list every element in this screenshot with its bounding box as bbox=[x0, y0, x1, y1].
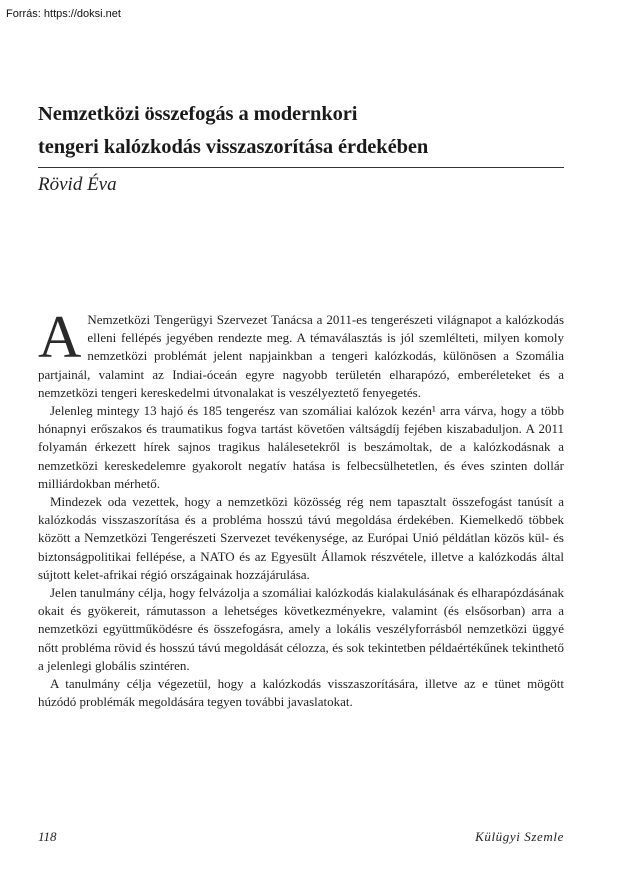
journal-name: Külügyi Szemle bbox=[475, 829, 564, 844]
paragraph-1 bbox=[38, 304, 564, 402]
page-number: 118 bbox=[38, 829, 57, 844]
paragraph-3: Mindezek oda vezettek, hogy a nemzetközi közösség rég nem tapasztalt összefogást tanúsít a kalózkodás visszaszorítása és a probléma hosszú távú megoldása érdekében. Kiemelkedő többek között a Nemzetközi Tengerészeti Szervezet tevékenysége, az Európai Unió példátlan közös kül- és biztonságpolitikai fellépése, a NATO és az Egyesült Államok részvétele, illetve a kalózkodás által sújtott kelet-afrikai régió országainak hozzájárulása. bbox=[38, 494, 564, 582]
drop-cap: A bbox=[38, 304, 82, 370]
author-name: Rövid Éva bbox=[38, 174, 117, 195]
paragraph-2: Jelenleg mintegy 13 hajó és 185 tengerész van szomáliai kalózok kezén¹ arra várva, hogy a több hónapnyi erőszakos és traumatikus fogva tartást követően váltságdíj fejében kiszabaduljon. A 2011 folyamán érkezett hírek sajnos tragikus halálesetekről is beszámoltak, de a kalózkodásnak a nemzetközi kereskedelemre gyakorolt negatív hatása is felbecsülhetetlen, és éves szinten dollár milliárdokban mérhető. bbox=[38, 403, 564, 491]
paragraph-5: A tanulmány célja végezetül, hogy a kalózkodás visszaszorítására, illetve az e tünet mögött húzódó problémák megoldására tegyen további javaslatokat. bbox=[38, 676, 564, 710]
title-block bbox=[38, 98, 564, 196]
article-body bbox=[38, 304, 564, 711]
paragraph-1-text: Nemzetközi Tengerügyi Szervezet Tanácsa a 2011-es tengerészeti világnapot a kalózkodás elleni fellépés jegyében rendezte meg. A témaválasztás is jól szemlélteti, milyen komoly nemzetközi problémát jelent napjainkban a tengeri kalózkodás, különösen a Szomália partjainál, valamint az Indiai-óceán egyre nagyobb területén elharapózó, emberéleteket és a nemzetközi tengeri kereskedelmi útvonalakat is veszélyeztető fenyegetés. bbox=[38, 312, 564, 400]
title-divider bbox=[38, 167, 564, 168]
source-label: Forrás: https://doksi.net bbox=[6, 8, 121, 20]
paragraph-4: Jelen tanulmány célja, hogy felvázolja a szomáliai kalózkodás kialakulásának és elharapózdásának okait és gyökereit, rámutasson a lehetséges következményekre, valamint (és elsősorban) arra a nemzetközi együttműködésre és összefogásra, amely a lokális veszélyforrásból nemzetközi üggyé nőtt probléma rövid és hosszú távú megoldását célozza, és sok tekintetben példaértékűnek tekinthető a jelenlegi globális szintéren. bbox=[38, 585, 564, 673]
article-title-line-2: tengeri kalózkodás visszaszorítása érdekében bbox=[38, 136, 429, 158]
article-title-line-1: Nemzetközi összefogás a modernkori bbox=[38, 103, 358, 125]
